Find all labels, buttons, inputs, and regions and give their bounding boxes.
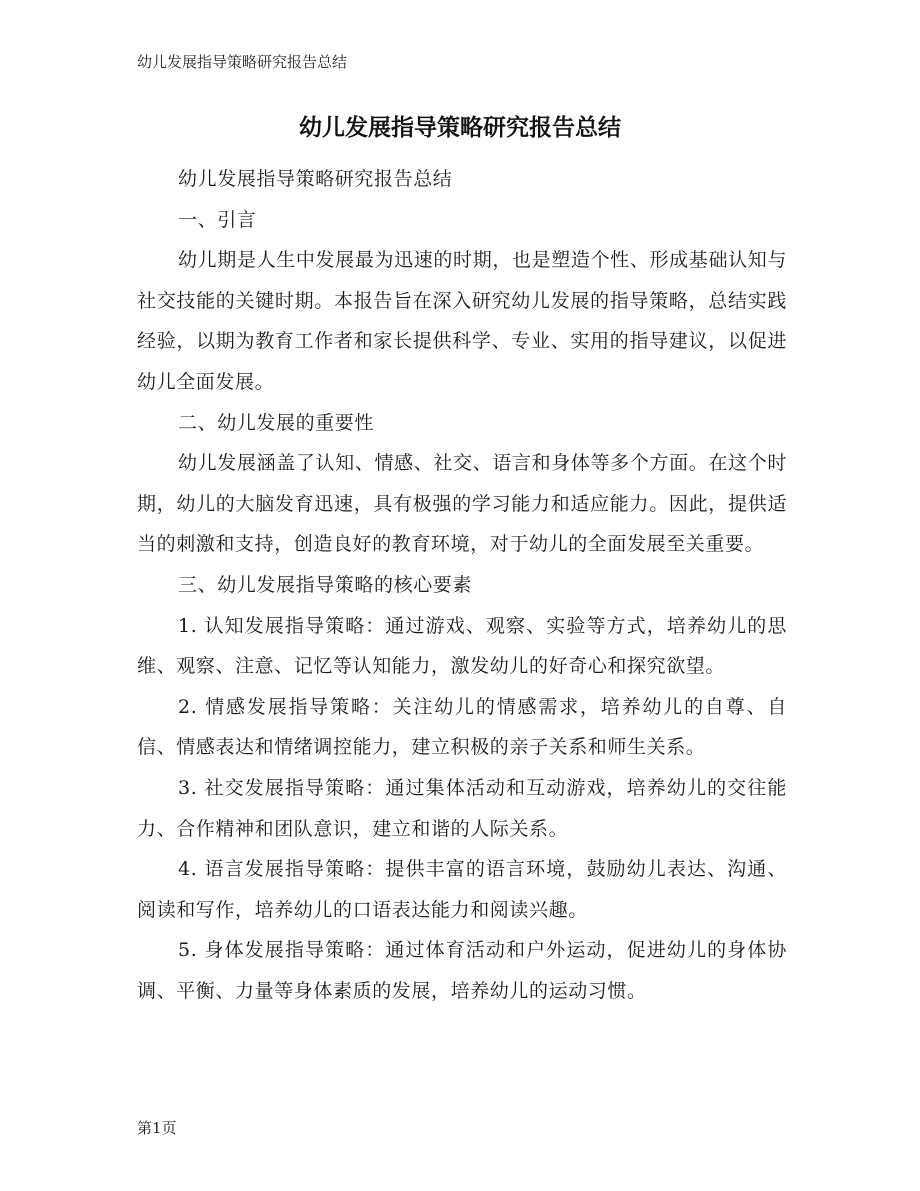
paragraph-importance: 幼儿发展涵盖了认知、情感、社交、语言和身体等多个方面。在这个时期，幼儿的大脑发育迅速，具有极强的学习能力和适应能力。因此，提供适当的刺激和支持，创造良好的教育环境，对于幼儿的全面发展至关重要。 [137,452,787,556]
document-body [137,159,787,1011]
document-title: 幼儿发展指导策略研究报告总结 [299,114,621,141]
running-header: 幼儿发展指导策略研究报告总结 [137,53,348,71]
list-item-cognitive: 1. 认知发展指导策略：通过游戏、观察、实验等方式，培养幼儿的思维、观察、注意、记忆等认知能力，激发幼儿的好奇心和探究欲望。 [137,614,787,678]
subtitle-paragraph: 幼儿发展指导策略研究报告总结 [178,168,453,190]
section-heading-introduction: 一、引言 [178,208,257,231]
page-number: 第1页 [137,1119,177,1137]
paragraph-introduction: 幼儿期是人生中发展最为迅速的时期，也是塑造个性、形成基础认知与社交技能的关键时期。本报告旨在深入研究幼儿发展的指导策略，总结实践经验，以期为教育工作者和家长提供科学、专业、实用的指导建议，以促进幼儿全面发展。 [137,249,787,393]
list-item-social: 3. 社交发展指导策略：通过集体活动和互动游戏，培养幼儿的交往能力、合作精神和团队意识，建立和谐的人际关系。 [137,776,787,840]
section-heading-importance: 二、幼儿发展的重要性 [178,411,375,434]
list-item-language: 4. 语言发展指导策略：提供丰富的语言环境，鼓励幼儿表达、沟通、阅读和写作，培养幼儿的口语表达能力和阅读兴趣。 [137,858,787,921]
list-item-physical: 5. 身体发展指导策略：通过体育活动和户外运动，促进幼儿的身体协调、平衡、力量等身体素质的发展，培养幼儿的运动习惯。 [137,939,787,1002]
section-heading-core-elements: 三、幼儿发展指导策略的核心要素 [178,573,473,596]
list-item-emotional: 2. 情感发展指导策略：关注幼儿的情感需求，培养幼儿的自尊、自信、情感表达和情绪调控能力，建立积极的亲子关系和师生关系。 [137,695,787,759]
